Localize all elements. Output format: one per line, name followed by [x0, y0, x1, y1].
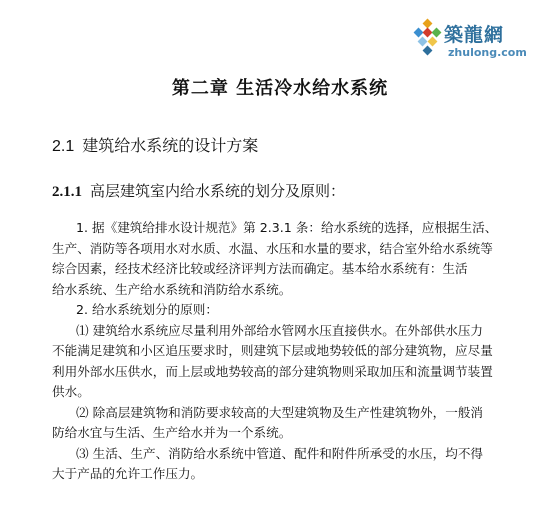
zhulong-logo	[410, 18, 560, 68]
paragraph-line: 不能满足建筑和小区追压要求时，则建筑下层或地势较低的部分建筑物，应尽量	[52, 343, 493, 358]
paragraph-line: 综合因素，经技术经济比较或经济评判方法而确定。基本给水系统有：生活	[52, 261, 468, 276]
zhulong-logo-icon	[410, 18, 446, 58]
subsection-title: 高层建筑室内给水系统的划分及原则：	[90, 182, 346, 200]
paragraph-line: ⑴ 建筑给水系统应尽量利用外部给水管网水压直接供水。在外部供水压力	[76, 322, 484, 338]
paragraph-principle-3	[52, 444, 522, 485]
paragraph-line: 供水。	[52, 384, 90, 399]
paragraph-line: 大于产品的允许工作压力。	[52, 466, 204, 481]
paragraph-principle-1	[52, 321, 522, 403]
paragraph-line: 1. 据《建筑给排水设计规范》第 2.3.1 条：给水系统的选择，应根据生活、	[76, 220, 498, 235]
paragraph-line: 给水系统、生产给水系统和消防给水系统。	[52, 281, 292, 297]
paragraph-line: 生产、消防等各项用水对水质、水温、水压和水量的要求，结合室外给水系统等	[52, 240, 493, 256]
section-heading	[52, 133, 258, 156]
paragraph-design-code	[52, 218, 522, 300]
chapter-title: 第二章 生活冷水给水系统	[171, 78, 389, 99]
paragraph-principles-heading	[52, 300, 522, 321]
paragraph-line: 利用外部水压供水，而上层或地势较高的部分建筑物则采取加压和流量调节装置	[52, 363, 493, 379]
paragraph-line: 防给水宜与生活、生产给水并为一个系统。	[52, 425, 292, 440]
subsection-heading	[52, 180, 345, 201]
section-number: 2.1	[52, 138, 75, 155]
paragraph-line: ⑵ 除高层建筑物和消防要求较高的大型建筑物及生产性建筑物外，一般消	[76, 404, 484, 420]
paragraph-line: ⑶ 生活、生产、消防给水系统中管道、配件和附件所承受的水压，均不得	[76, 445, 484, 461]
section-title: 建筑给水系统的设计方案	[82, 136, 259, 155]
subsection-number: 2.1.1	[52, 184, 82, 200]
logo-chinese-name: 築龍網	[444, 24, 505, 46]
logo-domain: zhulong.com	[448, 46, 527, 59]
paragraph-principle-2	[52, 403, 522, 444]
paragraph-line: 2. 给水系统划分的原则：	[76, 302, 218, 317]
